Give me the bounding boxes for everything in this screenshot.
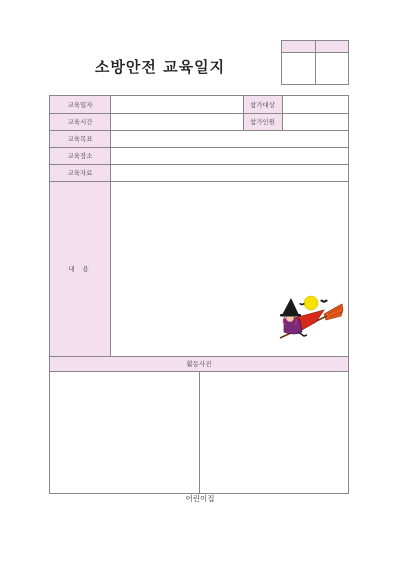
- page-title: 소방안전 교육일지: [94, 58, 226, 76]
- approval-box: [281, 40, 349, 85]
- time-label: 교육시간: [50, 113, 110, 130]
- education-log-form: [49, 95, 349, 494]
- goal-field[interactable]: [110, 130, 348, 147]
- row-divider: [50, 147, 348, 148]
- goal-label: 교육목표: [50, 130, 110, 147]
- col-divider: [282, 96, 283, 130]
- attendees-label: 참가인원: [243, 113, 282, 130]
- row-divider: [50, 130, 348, 131]
- approval-divider: [315, 41, 316, 84]
- row-divider: [50, 181, 348, 182]
- photos-label: 활동사진: [50, 356, 348, 371]
- target-label: 참가대상: [243, 96, 282, 113]
- col-divider: [110, 96, 111, 356]
- row-divider: [50, 356, 348, 357]
- moon-icon: [304, 296, 318, 310]
- col-divider: [243, 96, 244, 130]
- date-label: 교육일자: [50, 96, 110, 113]
- material-label: 교육자료: [50, 164, 110, 181]
- material-field[interactable]: [110, 164, 348, 181]
- witch-on-broom-icon: [272, 292, 344, 348]
- attendees-field[interactable]: [282, 113, 348, 130]
- target-field[interactable]: [282, 96, 348, 113]
- col-divider: [199, 371, 200, 493]
- photo-slot-1[interactable]: [50, 371, 199, 493]
- place-field[interactable]: [110, 147, 348, 164]
- bat-icon: [320, 300, 328, 304]
- photo-slot-2[interactable]: [199, 371, 348, 493]
- time-field[interactable]: [110, 113, 243, 130]
- place-label: 교육장소: [50, 147, 110, 164]
- date-field[interactable]: [110, 96, 243, 113]
- row-divider: [50, 164, 348, 165]
- content-label: 내 용: [50, 181, 110, 356]
- row-divider: [50, 113, 348, 114]
- footer-label: 어린이집: [185, 494, 215, 503]
